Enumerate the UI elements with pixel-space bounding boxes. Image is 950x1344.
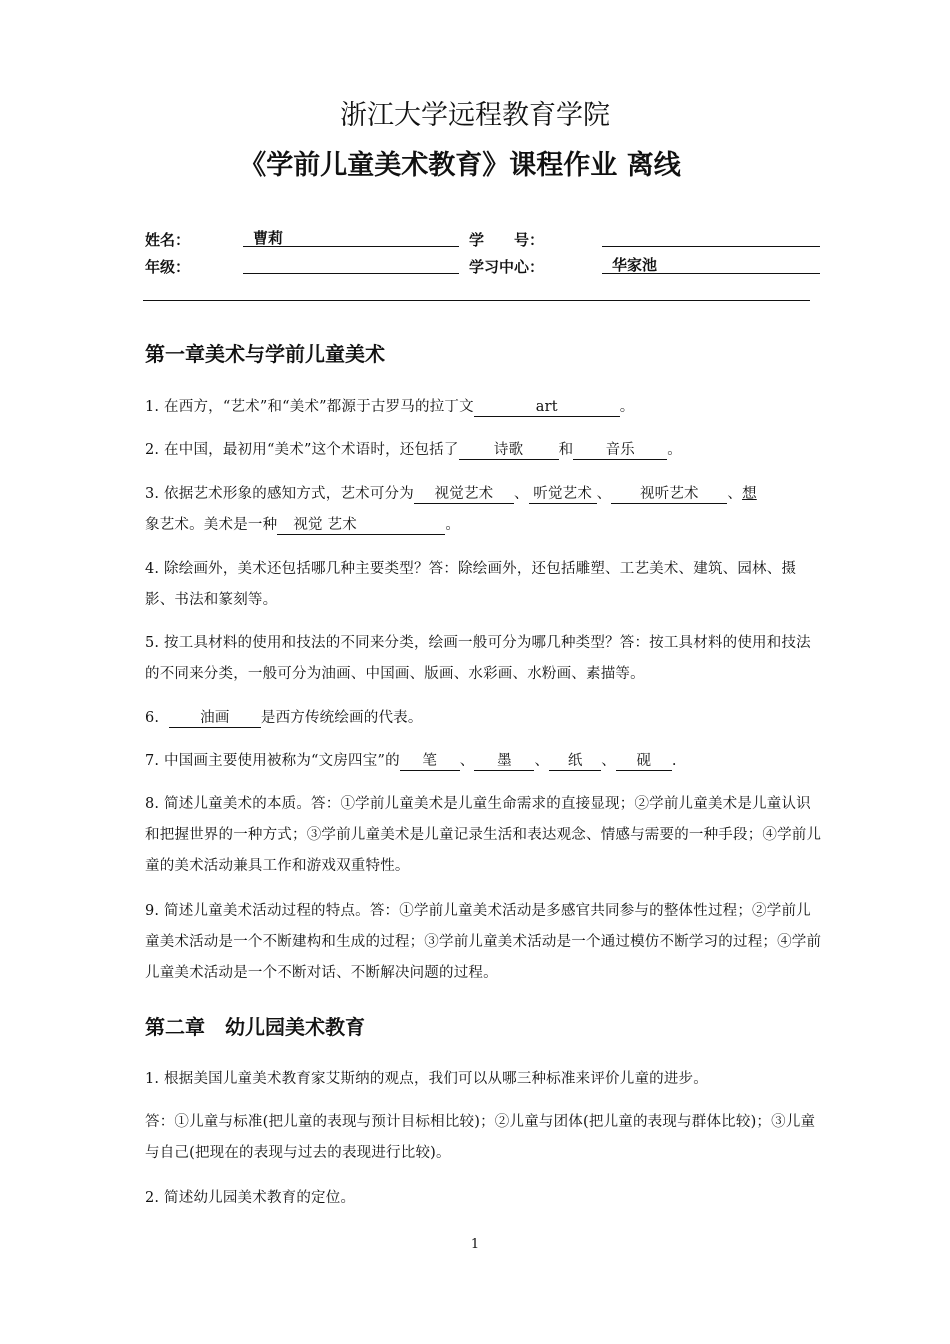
ch2-answer-1: 答：①儿童与标准(把儿童的表现与预计目标相比较)；②儿童与团体(把儿童的表现与群体比较)；③儿童与自己(把现在的表现与过去的表现进行比较)。 xyxy=(145,1114,816,1161)
q6-answer: 油画 xyxy=(169,709,261,728)
q7-answer-4: 砚 xyxy=(616,752,672,771)
q3-sep-3: 、 xyxy=(727,486,743,502)
question-5: 5. 按工具材料的使用和技法的不同来分类，绘画一般可分为哪几种类型？答：按工具材料的使用和技法的不同来分类，一般可分为油画、中国画、版画、水彩画、水粉画、素描等。 xyxy=(145,635,811,682)
question-9: 9. 简述儿童美术活动过程的特点。答：①学前儿童美术活动是多感官共同参与的整体性过程；②学前儿童美术活动是一个不断建构和生成的过程；③学前儿童美术活动是一个通过模仿不断学习的过程；④学前儿童美术活动是一个不断对话、不断解决问题的过程。 xyxy=(145,903,822,981)
name-label: 姓名： xyxy=(145,231,191,249)
q3-answer-3: 视听艺术 xyxy=(611,485,727,504)
question-2 xyxy=(145,435,825,466)
q7-answer-2: 墨 xyxy=(474,752,534,771)
q6-number: 6. xyxy=(145,710,160,726)
q2-answer-1: 诗歌 xyxy=(459,441,559,460)
q3-answer-2: 听觉艺术 xyxy=(529,485,597,504)
q3-answer-5: 视觉 艺术 xyxy=(277,516,445,535)
q7-sep-3: 、 xyxy=(601,753,616,769)
question-6 xyxy=(145,703,825,734)
student-id-label: 学 号： xyxy=(469,231,545,249)
ch2-question-2: 2. 简述幼儿园美术教育的定位。 xyxy=(145,1190,356,1206)
document-subtitle: 《学前儿童美术教育》课程作业 离线 xyxy=(239,150,681,181)
header-divider xyxy=(143,300,810,301)
student-id-field xyxy=(602,229,820,247)
question-1 xyxy=(145,392,825,423)
page-number: 1 xyxy=(470,1237,480,1252)
grade-label: 年级： xyxy=(145,258,191,276)
chapter2-heading: 第二章 幼儿园美术教育 xyxy=(145,1015,365,1039)
study-center-field: 华家池 xyxy=(602,256,820,274)
q1-answer: art xyxy=(474,398,620,417)
q7-sep-1: 、 xyxy=(459,753,475,769)
q7-end: . xyxy=(671,753,677,769)
q3-line2: 象艺术。美术是一种 xyxy=(145,517,278,533)
q2-end: 。 xyxy=(667,442,682,458)
ch2-question-1: 1. 根据美国儿童美术教育家艾斯纳的观点，我们可以从哪三种标准来评价儿童的进步。 xyxy=(145,1071,708,1087)
q7-text: 7. 中国画主要使用被称为“文房四宝”的 xyxy=(145,753,400,769)
question-7 xyxy=(145,746,825,777)
document-title: 浙江大学远程教育学院 xyxy=(340,100,610,131)
q3-end: 。 xyxy=(445,517,461,533)
question-8: 8. 简述儿童美术的本质。答：①学前儿童美术是儿童生命需求的直接显现；②学前儿童美术是儿童认识和把握世界的一种方式；③学前儿童美术是儿童记录生活和表达观念、情感与需要的一种手段；④学前儿童的美术活动兼具工作和游戏双重特性。 xyxy=(145,796,822,874)
grade-field xyxy=(243,256,459,274)
q2-text: 2. 在中国，最初用“美术”这个术语时，还包括了 xyxy=(145,442,459,458)
q3-answer-1: 视觉艺术 xyxy=(414,485,514,504)
q7-answer-1: 笔 xyxy=(400,752,460,771)
q7-answer-3: 纸 xyxy=(549,752,601,771)
q3-text: 3. 依据艺术形象的感知方式，艺术可分为 xyxy=(145,486,414,502)
q2-mid: 和 xyxy=(558,442,574,458)
question-4: 4. 除绘画外，美术还包括哪几种主要类型？答：除绘画外，还包括雕塑、工艺美术、建筑、园林、摄影、书法和篆刻等。 xyxy=(145,561,797,608)
name-field: 曹莉 xyxy=(243,229,459,247)
question-3 xyxy=(145,479,825,541)
q3-answer-4: 想 xyxy=(742,486,757,502)
q1-end: 。 xyxy=(619,399,635,415)
q7-sep-2: 、 xyxy=(534,753,550,769)
q6-text: 是西方传统绘画的代表。 xyxy=(260,710,423,726)
q3-sep-1: 、 xyxy=(513,486,529,502)
study-center-label: 学习中心： xyxy=(469,258,545,276)
q1-text: 1. 在西方，“艺术”和“美术”都源于古罗马的拉丁文 xyxy=(145,399,474,415)
q3-sep-2: 、 xyxy=(596,486,612,502)
q2-answer-2: 音乐 xyxy=(573,441,667,460)
chapter1-heading: 第一章美术与学前儿童美术 xyxy=(145,342,385,366)
